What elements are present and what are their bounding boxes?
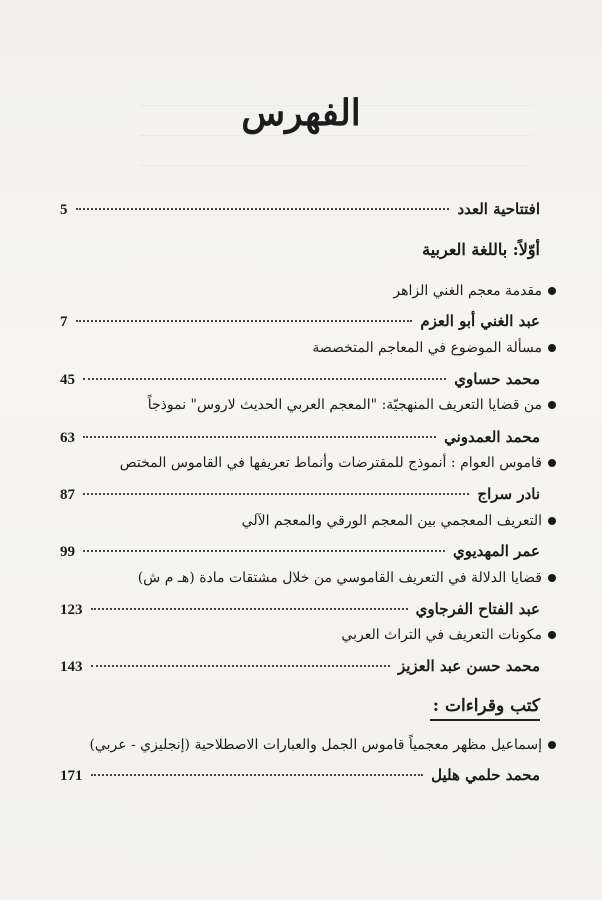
dot-leader xyxy=(83,435,436,438)
bullet-icon xyxy=(548,344,556,352)
bullet-icon xyxy=(548,401,556,409)
opening-row xyxy=(60,200,540,219)
entry-page-number: 99 xyxy=(60,544,75,560)
entry-author: نادر سراج xyxy=(477,485,540,503)
dot-leader xyxy=(76,207,450,210)
dot-leader xyxy=(83,549,445,552)
heading-underline xyxy=(430,719,540,721)
toc-author-row xyxy=(60,766,540,785)
toc-author-row xyxy=(60,542,540,561)
section-heading-reviews: كتب وقراءات : xyxy=(432,696,540,716)
entry-page-number: 63 xyxy=(60,430,75,446)
entry-author: عبد الغني أبو العزم xyxy=(420,312,540,330)
toc-entry-title xyxy=(60,397,556,413)
toc-author-row xyxy=(60,428,540,447)
opening-page-number: 5 xyxy=(60,202,68,218)
show-through-line xyxy=(140,164,532,166)
toc-author-row xyxy=(60,600,540,619)
dot-leader xyxy=(76,319,413,322)
entry-title-text: مكونات التعريف في التراث العربي xyxy=(341,627,542,643)
dot-leader xyxy=(83,377,446,380)
bullet-icon xyxy=(548,517,556,525)
entry-title-text: من قضايا التعريف المنهجيّة: "المعجم العربي الحديث لاروس" نموذجاً xyxy=(147,397,542,413)
bullet-icon xyxy=(548,287,556,295)
dot-leader xyxy=(83,492,469,495)
entry-author: محمد حساوي xyxy=(454,370,540,388)
toc-entry-title xyxy=(60,570,556,586)
entry-author: محمد حسن عبد العزيز xyxy=(397,657,540,675)
entry-page-number: 143 xyxy=(60,659,83,675)
entry-page-number: 45 xyxy=(60,372,75,388)
toc-entry-title xyxy=(60,627,556,643)
toc-entry-title xyxy=(60,737,556,753)
show-through-line xyxy=(140,134,532,136)
entry-page-number: 87 xyxy=(60,487,75,503)
entry-author: عبد الفتاح الفرجاوي xyxy=(415,600,540,618)
entry-title-text: مسألة الموضوع في المعاجم المتخصصة xyxy=(312,340,542,356)
dot-leader xyxy=(91,664,390,667)
bullet-icon xyxy=(548,574,556,582)
dot-leader xyxy=(91,607,408,610)
bullet-icon xyxy=(548,741,556,749)
entry-author: محمد حلمي هليل xyxy=(431,766,540,784)
entry-page-number: 123 xyxy=(60,602,83,618)
entry-title-text: مقدمة معجم الغني الزاهر xyxy=(393,283,542,299)
entry-title-text: التعريف المعجمي بين المعجم الورقي والمعجم الآلي xyxy=(241,513,542,529)
opening-label: افتتاحية العدد xyxy=(457,200,540,218)
toc-author-row xyxy=(60,312,540,331)
entry-title-text: قاموس العوام : أنموذج للمقترضات وأنماط تعريفها في القاموس المختص xyxy=(119,455,542,471)
section-heading-arabic: أوّلاً: باللغة العربية xyxy=(422,240,540,259)
toc-entry-title xyxy=(60,340,556,356)
entry-page-number: 7 xyxy=(60,314,68,330)
toc-author-row xyxy=(60,657,540,676)
entry-title-text: قضايا الدلالة في التعريف القاموسي من خلال مشتقات مادة (هـ م ش) xyxy=(137,570,542,586)
entry-author: عمر المهديوي xyxy=(453,542,540,560)
toc-author-row xyxy=(60,370,540,389)
entry-page-number: 171 xyxy=(60,768,83,784)
toc-entry-title xyxy=(60,283,556,299)
bullet-icon xyxy=(548,631,556,639)
bullet-icon xyxy=(548,459,556,467)
entry-author: محمد العمدوني xyxy=(444,428,540,446)
dot-leader xyxy=(91,773,424,776)
toc-author-row xyxy=(60,485,540,504)
toc-entry-title xyxy=(60,513,556,529)
page-title: الفهرس xyxy=(241,92,361,134)
toc-entry-title xyxy=(60,455,556,471)
entry-title-text: إسماعيل مظهر معجمياً قاموس الجمل والعبارات الاصطلاحية (إنجليزي - عربي) xyxy=(89,737,542,753)
